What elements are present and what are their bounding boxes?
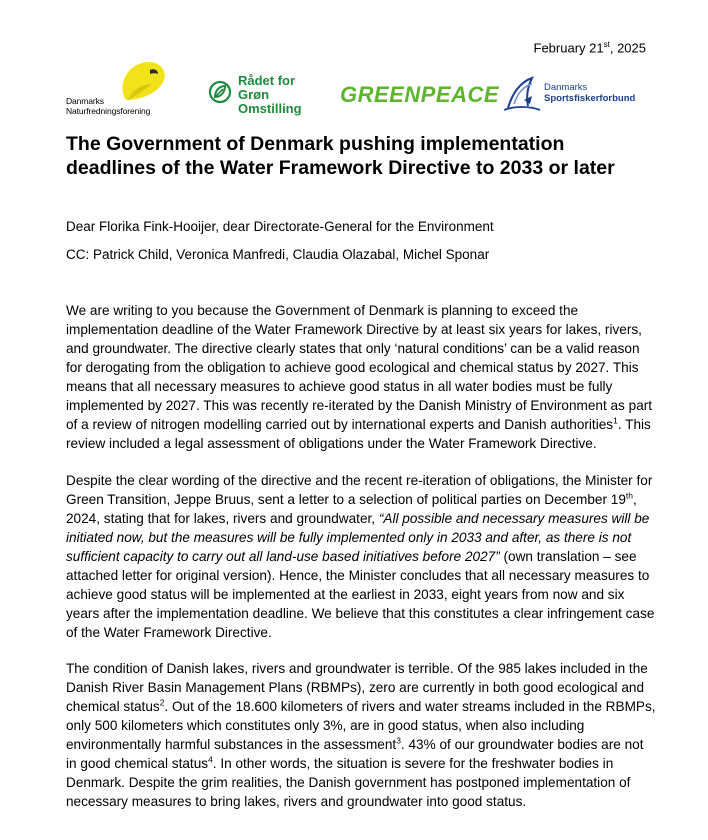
rgo-logo — [208, 74, 318, 118]
dn-logo — [66, 60, 176, 118]
footnote-ref-2: 2 — [159, 697, 165, 708]
cc-line: CC: Patrick Child, Veronica Manfredi, Claudia Olazabal, Michel Sponar — [66, 247, 490, 262]
logo-bar — [66, 60, 656, 120]
green-leaf-icon — [208, 80, 232, 104]
dsf-name-line2: Sportsfiskerforbund — [544, 93, 636, 104]
letter-date: February 21st, 2025 — [533, 40, 646, 56]
paragraph-3: The condition of Danish lakes, rivers and groundwater is terrible. Of the 985 lakes included in the Danish River Basin Management Plans (RBMPs), zero are currently in both good ecological and chemical status$^2$. Out of the 18.600 kilometers of rivers and water streams included in the RBMPs, only 500 kilometers which constitutes only 3%, are in good status, when also including environmentally harmful substances in the assessment$^3$. 43% of our groundwater bodies are not in good chemical status$^4$. In other words, the situation is severe for the freshwater bodies in Denmark. Despite the grim realities, the Danish government has postponed implementation of necessary measures to bring lakes, rivers and groundwater into good status. — [66, 661, 656, 809]
dsf-logo — [502, 74, 652, 118]
salutation: Dear Florika Fink-Hooijer, dear Directorate-General for the Environment — [66, 219, 494, 234]
dn-name-line1: Danmarks — [66, 96, 104, 106]
paragraph-1: We are writing to you because the Government of Denmark is planning to exceed the implementation deadline of the Water Framework Directive by at least six years for lakes, rivers, and groundwater. The directive clearly states that only ‘natural conditions’ can be a valid reason for derogating from the obligation to achieve good ecological and chemical status by 2027. This means that all necessary measures to achieve good status in all water bodies must be fully implemented by 2027. This was recently re-iterated by the Danish Ministry of Environment as part of a review of nitrogen modelling carried out by international experts and Danish authorities$^1$. This review included a legal assessment of obligations under the Water Framework Directive. — [66, 303, 653, 451]
footnote-ref-4: 4 — [208, 754, 213, 765]
dn-name-line2: Naturfredningsforening — [66, 106, 151, 116]
greenpeace-logo: GREENPEACE — [340, 82, 500, 107]
rgo-name-line1: Rådet for — [238, 73, 296, 88]
paragraph-2: Despite the clear wording of the directive and the recent re-iteration of obligations, the Minister for Green Transition, Jeppe Bruus, sent a letter to a selection of political parties on December 19th, 2024, stating that for lakes, rivers and groundwater, “All possible and necessary measures will be initiated now, but the measures will be fully implemented only in 2033 and after, as there is not sufficient capacity to carry out all land-use based initiatives before 2027” (own translation – see attached letter for original version). Hence, the Minister concludes that all necessary measures to achieve good status will be implemented at the earliest in 2033, eight years from now and six years after the implementation deadline. We believe that this constitutes a clear infringement case of the Water Framework Directive. — [66, 473, 655, 640]
dsf-name-line1: Danmarks — [544, 82, 588, 93]
rgo-name-line2: Grøn — [238, 87, 270, 102]
rgo-name-line3: Omstilling — [238, 101, 302, 116]
footnote-ref-3: 3 — [396, 735, 401, 746]
letter-title: The Government of Denmark pushing implementation deadlines of the Water Framework Directive to 2033 or later — [66, 133, 615, 179]
footnote-ref-1: 1 — [613, 415, 618, 426]
minister-quote: “All possible and necessary measures will be initiated now, but the measures will be fully implemented only in 2033 and after, as there is not sufficient capacity to carry out all land-use based initiatives before 2027” — [66, 511, 650, 564]
fish-icon — [502, 74, 542, 114]
